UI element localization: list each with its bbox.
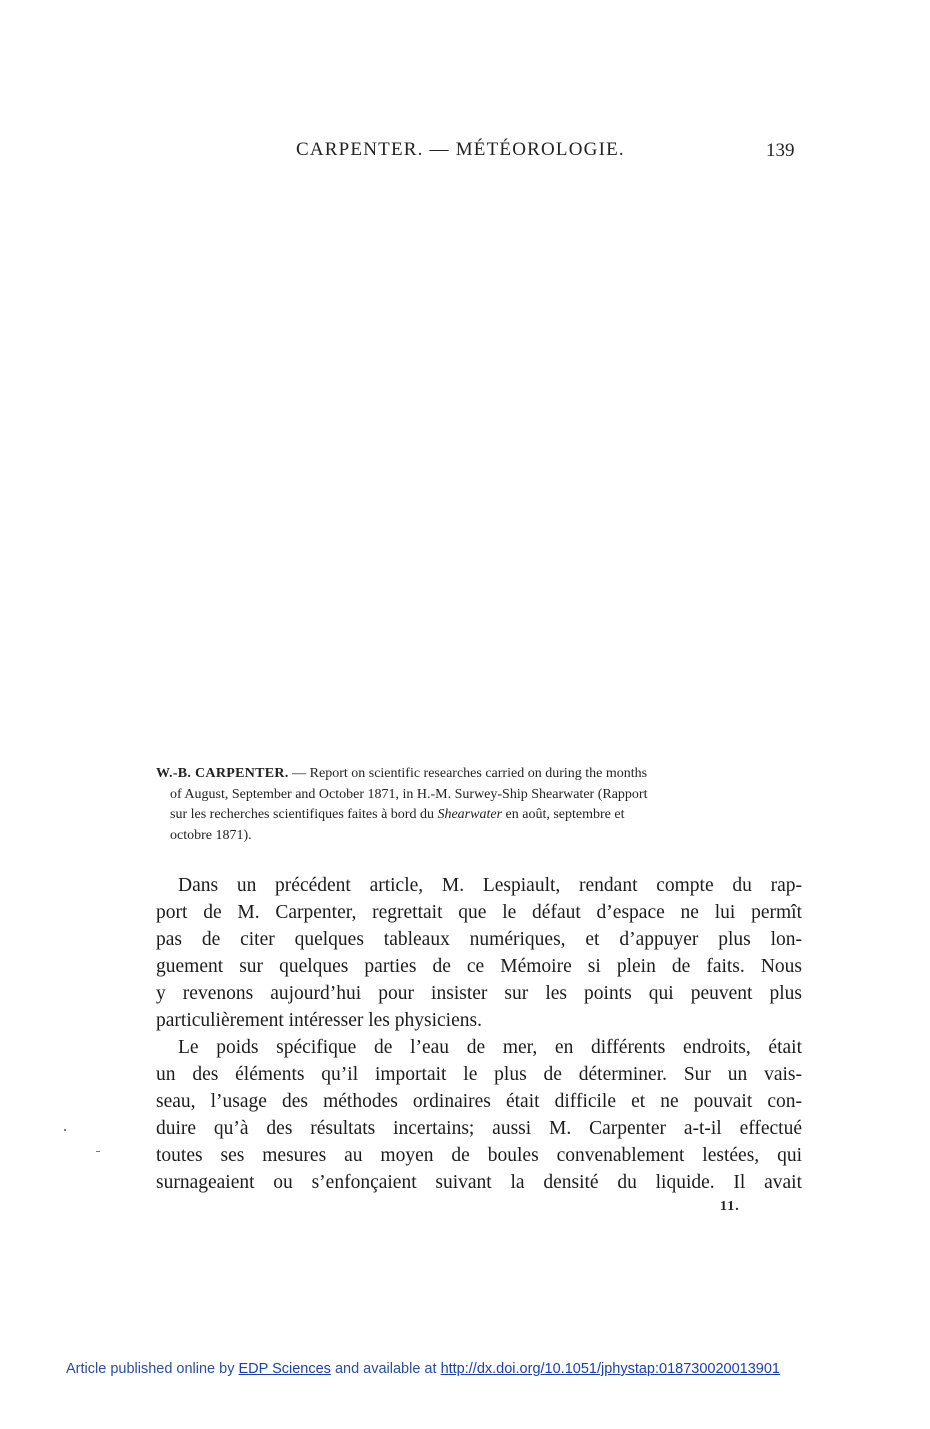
publication-footer — [66, 1361, 780, 1377]
body-line: Dans un précédent article, M. Lespiault, rendant compte du rap- — [178, 875, 802, 896]
reference-title-start: — Report on scientific researches carried on during the months — [288, 766, 648, 781]
signature-mark: 11. — [720, 1199, 740, 1214]
reference-line-2: of August, September and October 1871, in H.-M. Surwey-Ship Shearwater (Rapport — [170, 786, 648, 802]
reference-line-1 — [156, 764, 802, 785]
footer-prefix: Article published online by — [66, 1361, 239, 1377]
reference-line-3: sur les recherches scientifiques faites à bord du Shearwater en août, septembre et — [170, 807, 625, 822]
reference-author: W.-B. CARPENTER. — [156, 766, 289, 781]
body-line: surnageaient ou s’enfonçaient suivant la densité du liquide. Il avait — [156, 1172, 802, 1193]
running-head: CARPENTER. — MÉTÉOROLOGIE. — [296, 139, 625, 160]
body-line: duire qu’à des résultats incertains; aussi M. Carpenter a-t-il effectué — [156, 1118, 802, 1139]
page-number: 139 — [766, 140, 795, 161]
body-text — [156, 872, 802, 1196]
body-line: pas de citer quelques tableaux numériques, et d’appuyer plus lon- — [156, 929, 802, 950]
margin-dash — [96, 1151, 100, 1152]
body-line: seau, l’usage des méthodes ordinaires était difficile et ne pouvait con- — [156, 1091, 802, 1112]
body-line: Le poids spécifique de l’eau de mer, en différents endroits, était — [178, 1037, 802, 1058]
bibliographic-reference — [156, 764, 802, 846]
reference-line-4: octobre 1871). — [170, 827, 252, 843]
doi-link[interactable]: http://dx.doi.org/10.1051/jphystap:018730020013901 — [440, 1361, 780, 1377]
body-line: port de M. Carpenter, regrettait que le défaut d’espace ne lui permît — [156, 902, 802, 923]
body-line: particulièrement intéresser les physiciens. — [156, 1010, 482, 1031]
margin-dot — [64, 1129, 66, 1131]
body-line: toutes ses mesures au moyen de boules convenablement lestées, qui — [156, 1145, 802, 1166]
ship-name: Shearwater — [437, 807, 503, 822]
footer-middle: and available at — [330, 1361, 441, 1377]
body-line: guement sur quelques parties de ce Mémoire si plein de faits. Nous — [156, 956, 802, 977]
body-line: y revenons aujourd’hui pour insister sur les points qui peuvent plus — [156, 983, 802, 1004]
publisher-link[interactable]: EDP Sciences — [238, 1361, 331, 1377]
body-line: un des éléments qu’il importait le plus de déterminer. Sur un vais- — [156, 1064, 802, 1085]
